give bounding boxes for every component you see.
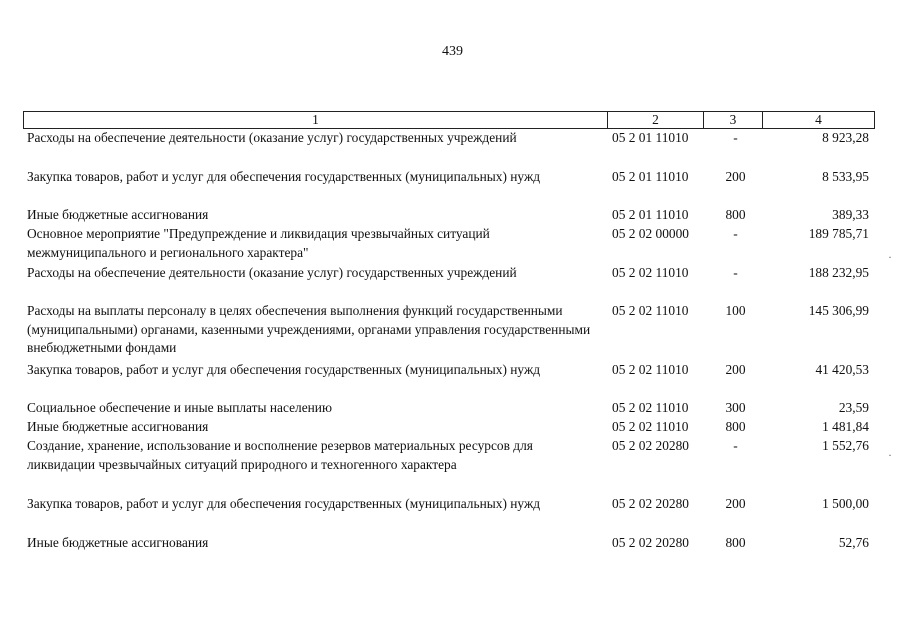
row-code: 05 2 02 11010: [612, 419, 689, 434]
row-code: 05 2 01 11010: [612, 207, 689, 222]
row-type: 200: [725, 496, 746, 511]
row-name: Создание, хранение, использование и восполнение резервов материальных ресурсов для ликвидации чрезвычайных ситуаций природного и техногенного характера: [27, 438, 533, 472]
scan-mark: ·: [888, 250, 892, 264]
row-amount: 389,33: [832, 207, 869, 222]
row-code: 05 2 02 11010: [612, 303, 689, 318]
row-name: Расходы на обеспечение деятельности (оказание услуг) государственных учреждений: [27, 265, 517, 280]
row-code: 05 2 02 11010: [612, 400, 689, 415]
row-amount: 41 420,53: [815, 362, 869, 377]
row-code: 05 2 01 11010: [612, 130, 689, 145]
row-name: Иные бюджетные ассигнования: [27, 535, 209, 550]
row-type: 100: [725, 303, 746, 318]
row-amount: 1 552,76: [822, 438, 869, 453]
row-type: 800: [725, 535, 746, 550]
row-amount: 1 500,00: [822, 496, 869, 511]
row-amount: 188 232,95: [808, 265, 869, 280]
row-code: 05 2 02 00000: [612, 226, 689, 241]
row-amount: 189 785,71: [808, 226, 869, 241]
row-type: -: [733, 226, 738, 241]
row-type: -: [733, 438, 738, 453]
row-amount: 52,76: [838, 535, 869, 550]
row-name: Расходы на обеспечение деятельности (оказание услуг) государственных учреждений: [27, 130, 517, 145]
row-type: -: [733, 130, 738, 145]
row-code: 05 2 02 20280: [612, 438, 689, 453]
row-name: Закупка товаров, работ и услуг для обеспечения государственных (муниципальных) нужд: [27, 496, 541, 511]
row-type: 800: [725, 207, 746, 222]
row-amount: 1 481,84: [822, 419, 869, 434]
page-number: 439: [442, 44, 463, 59]
row-amount: 23,59: [838, 400, 869, 415]
row-type: 300: [725, 400, 746, 415]
row-amount: 145 306,99: [808, 303, 869, 318]
row-type: -: [733, 265, 738, 280]
row-code: 05 2 02 20280: [612, 496, 689, 511]
row-code: 05 2 02 11010: [612, 362, 689, 377]
header-col-4: 4: [762, 111, 875, 129]
row-code: 05 2 02 11010: [612, 265, 689, 280]
header-col-3: 3: [703, 111, 762, 129]
row-type: 200: [725, 362, 746, 377]
scan-mark: ·: [888, 448, 892, 462]
row-name: Закупка товаров, работ и услуг для обеспечения государственных (муниципальных) нужд: [27, 169, 541, 184]
row-name: Социальное обеспечение и иные выплаты населению: [27, 400, 332, 415]
row-name: Закупка товаров, работ и услуг для обеспечения государственных (муниципальных) нужд: [27, 362, 541, 377]
row-name: Иные бюджетные ассигнования: [27, 419, 209, 434]
row-amount: 8 533,95: [822, 169, 869, 184]
header-col-2: 2: [607, 111, 703, 129]
row-code: 05 2 02 20280: [612, 535, 689, 550]
row-type: 200: [725, 169, 746, 184]
row-name: Основное мероприятие "Предупреждение и ликвидация чрезвычайных ситуаций межмуниципального и регионального характера": [27, 226, 490, 260]
row-type: 800: [725, 419, 746, 434]
row-name: Иные бюджетные ассигнования: [27, 207, 209, 222]
row-code: 05 2 01 11010: [612, 169, 689, 184]
row-amount: 8 923,28: [822, 130, 869, 145]
row-name: Расходы на выплаты персоналу в целях обеспечения выполнения функций государственными (муниципальными) органами, казенными учреждениями, органами управления государственными внебюджетными фондами: [27, 303, 591, 355]
header-col-1: 1: [23, 111, 607, 129]
